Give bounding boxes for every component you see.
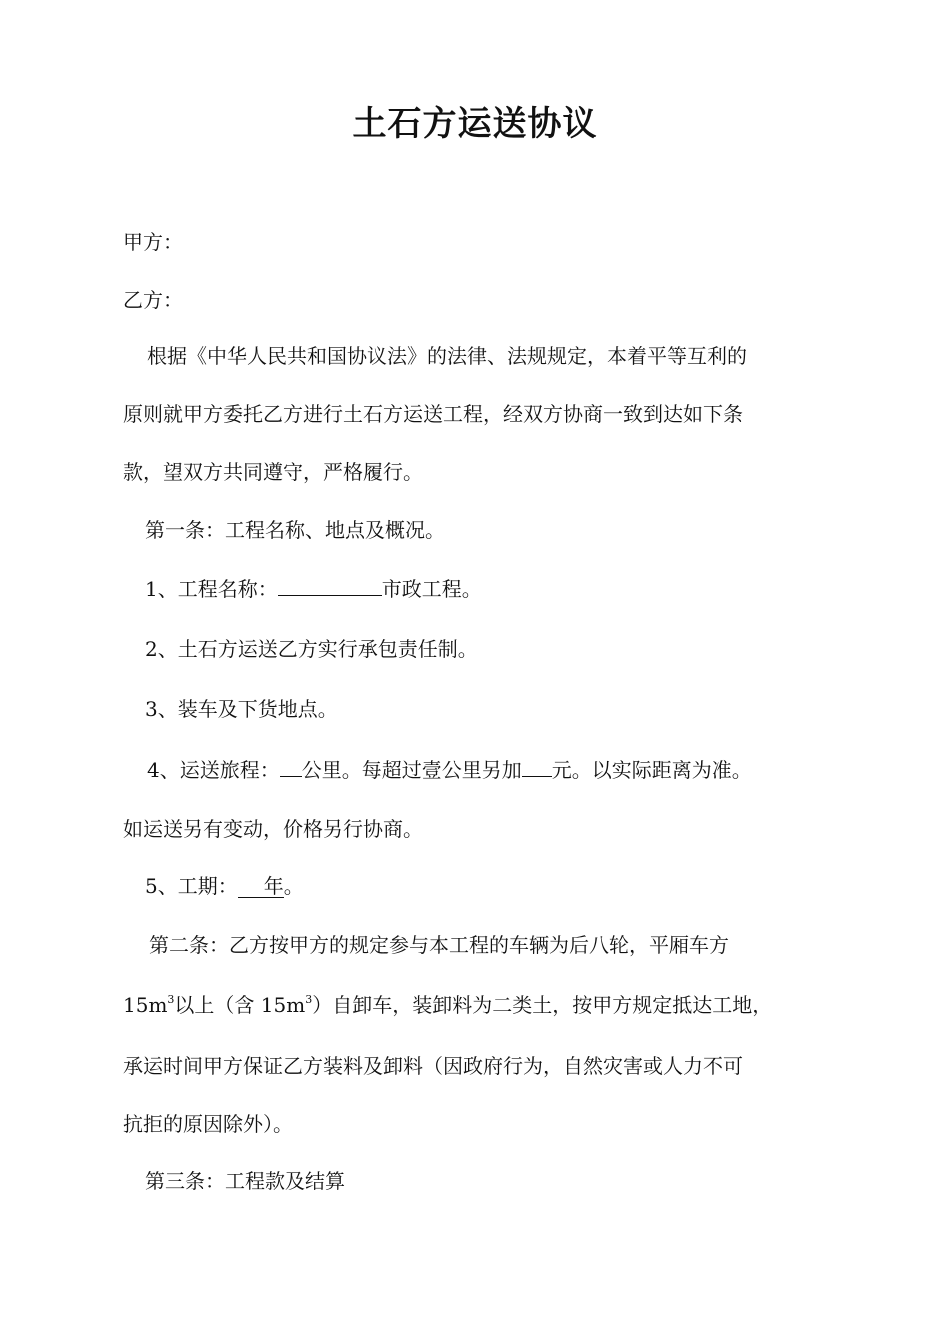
duration-year-underlined: 年 [238,875,284,898]
volume-value-1: 15m [123,993,168,1017]
extra-price-blank [522,776,552,777]
article-2-line-3: 承运时间甲方保证乙方装料及卸料（因政府行为，自然灾害或人力不可 [123,1054,743,1078]
item-5-suffix: 。 [283,874,304,898]
item-1-suffix: 市政工程。 [381,577,482,601]
article-3-heading: 第三条：工程款及结算 [145,1169,345,1193]
article-1-item-3: 3、装车及下货地点。 [145,697,338,721]
party-b-line: 乙方： [123,288,183,312]
intro-line-3: 款，望双方共同遵守，严格履行。 [123,460,423,484]
item-4-prefix: 4、运送旅程： [147,758,280,782]
article-1-item-4 [123,755,857,785]
distance-blank [280,776,302,777]
article-1-item-5 [123,871,855,901]
intro-line-2: 原则就甲方委托乙方进行土石方运送工程，经双方协商一致到达如下条 [123,402,743,426]
volume-value-2: 以上（含 15m [174,993,306,1017]
superscript-1: 3 [167,993,175,1006]
item-5-prefix: 5、工期： [145,874,238,898]
item-4-suffix: 元。以实际距离为准。 [551,758,752,782]
party-a-line: 甲方： [123,230,183,254]
intro-line-1: 根据《中华人民共和国协议法》的法律、法规规定，本着平等互利的 [147,344,747,368]
item-1-prefix: 1、工程名称： [145,577,278,601]
article-2-line-1: 第二条：乙方按甲方的规定参与本工程的车辆为后八轮，平厢车方 [149,933,729,957]
article-2-line-2-rest: ）自卸车，装卸料为二类土，按甲方规定抵达工地， [312,993,773,1017]
article-1-heading: 第一条：工程名称、地点及概况。 [145,518,445,542]
project-name-blank [278,595,382,596]
article-1-item-4-continued: 如运送另有变动，价格另行协商。 [123,817,423,841]
article-2-line-4: 抗拒的原因除外）。 [123,1112,293,1136]
article-2-line-2 [123,990,833,1020]
article-1-item-1 [123,574,855,604]
document-title: 土石方运送协议 [352,104,598,144]
item-4-mid: 公里。每超过壹公里另加 [301,758,522,782]
article-1-item-2: 2、土石方运送乙方实行承包责任制。 [145,637,478,661]
superscript-2: 3 [305,993,313,1006]
